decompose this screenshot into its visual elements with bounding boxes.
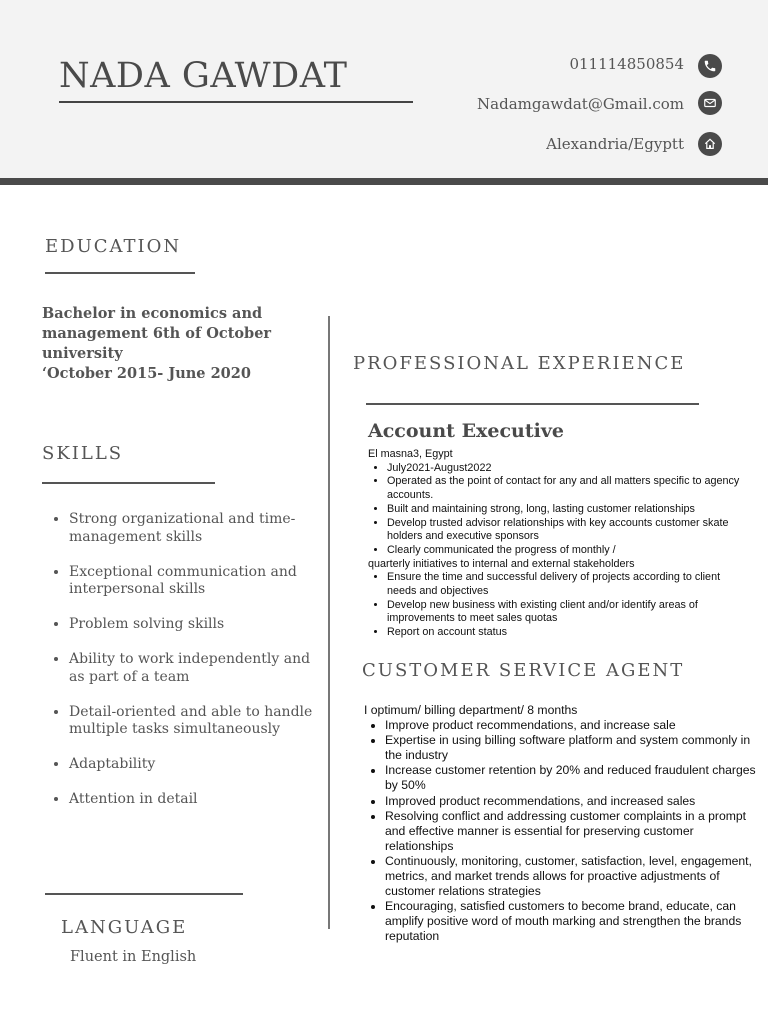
candidate-name: NADA GAWDAT bbox=[59, 56, 348, 96]
responsibility-item: • Built and maintaining strong, long, lasting customer relationships bbox=[387, 503, 748, 517]
language-rule bbox=[45, 893, 243, 895]
responsibility-item: • Resolving conflict and addressing customer complaints in a prompt and effective manner is essential for preserving customer relationships bbox=[385, 809, 760, 854]
education-line: Bachelor in economics and bbox=[42, 305, 263, 322]
company-name: El masna3, Egypt bbox=[368, 448, 453, 460]
location: Alexandria/Egyptt bbox=[546, 135, 684, 153]
responsibility-item: • Report on account status bbox=[387, 626, 748, 640]
skills-heading: SKILLS bbox=[42, 443, 124, 464]
customer-service-details bbox=[364, 703, 760, 945]
responsibilities-list bbox=[368, 462, 748, 558]
education-line: university bbox=[42, 345, 123, 362]
mail-icon bbox=[698, 91, 722, 115]
phone-icon bbox=[698, 54, 722, 78]
job-title-account-executive: Account Executive bbox=[368, 420, 564, 442]
education-line: management 6th of October bbox=[42, 325, 272, 342]
home-icon bbox=[698, 132, 722, 156]
responsibilities-list bbox=[364, 718, 760, 944]
language-value: Fluent in English bbox=[70, 949, 197, 965]
skill-item: • Attention in detail bbox=[69, 791, 319, 809]
education-details bbox=[42, 304, 322, 384]
name-underline bbox=[59, 101, 413, 103]
responsibility-item: • Develop new business with existing client and/or identify areas of improvements to meet sales quotas bbox=[387, 599, 748, 626]
skills-rule bbox=[42, 482, 215, 484]
account-executive-details bbox=[368, 448, 748, 640]
phone-number: 011114850854 bbox=[569, 55, 684, 73]
education-heading: EDUCATION bbox=[45, 236, 182, 257]
responsibility-item: • Operated as the point of contact for any and all matters specific to agency accounts. bbox=[387, 475, 748, 502]
responsibility-item: • Improved product recommendations, and increased sales bbox=[385, 794, 760, 809]
company-name: I optimum/ billing department/ 8 months bbox=[364, 703, 578, 717]
customer-service-heading: CUSTOMER SERVICE AGENT bbox=[362, 660, 685, 681]
column-divider bbox=[328, 316, 330, 929]
header-divider bbox=[0, 178, 768, 185]
responsibility-item: • Expertise in using billing software platform and system commonly in the industry bbox=[385, 733, 760, 763]
skills-list bbox=[42, 511, 319, 826]
responsibility-item: • Develop trusted advisor relationships with key accounts customer skate holders and executive sponsors bbox=[387, 517, 748, 544]
responsibility-item: • Ensure the time and successful delivery of projects according to client needs and objectives bbox=[387, 571, 748, 598]
responsibility-item: • Encouraging, satisfied customers to become brand, educate, can amplify positive word of mouth marking and strengthen the brands reputation bbox=[385, 899, 760, 944]
experience-heading: PROFESSIONAL EXPERIENCE bbox=[353, 353, 686, 374]
skill-item: • Exceptional communication and interpersonal skills bbox=[69, 564, 319, 599]
responsibility-item: • Clearly communicated the progress of monthly / bbox=[387, 544, 748, 558]
responsibility-item: • Continuously, monitoring, customer, satisfaction, level, engagement, metrics, and market trends allows for proactive adjustments of customer relations strategies bbox=[385, 854, 760, 899]
responsibility-item: • Increase customer retention by 20% and reduced fraudulent charges by 50% bbox=[385, 763, 760, 793]
education-rule bbox=[45, 272, 195, 274]
skill-item: • Problem solving skills bbox=[69, 616, 319, 634]
skill-item: • Adaptability bbox=[69, 756, 319, 774]
responsibility-item: • Improve product recommendations, and increase sale bbox=[385, 718, 760, 733]
education-line: ‘October 2015- June 2020 bbox=[42, 365, 251, 382]
skill-item: • Strong organizational and time-management skills bbox=[69, 511, 319, 546]
experience-rule bbox=[366, 403, 699, 405]
language-heading: LANGUAGE bbox=[61, 917, 188, 938]
responsibility-item: • July2021-August2022 bbox=[387, 462, 748, 476]
email-address: Nadamgawdat@Gmail.com bbox=[477, 95, 684, 113]
skill-item: • Ability to work independently and as part of a team bbox=[69, 651, 319, 686]
responsibilities-list bbox=[368, 571, 748, 640]
responsibility-continuation: quarterly initiatives to internal and external stakeholders bbox=[368, 557, 635, 570]
skill-item: • Detail-oriented and able to handle multiple tasks simultaneously bbox=[69, 704, 319, 739]
